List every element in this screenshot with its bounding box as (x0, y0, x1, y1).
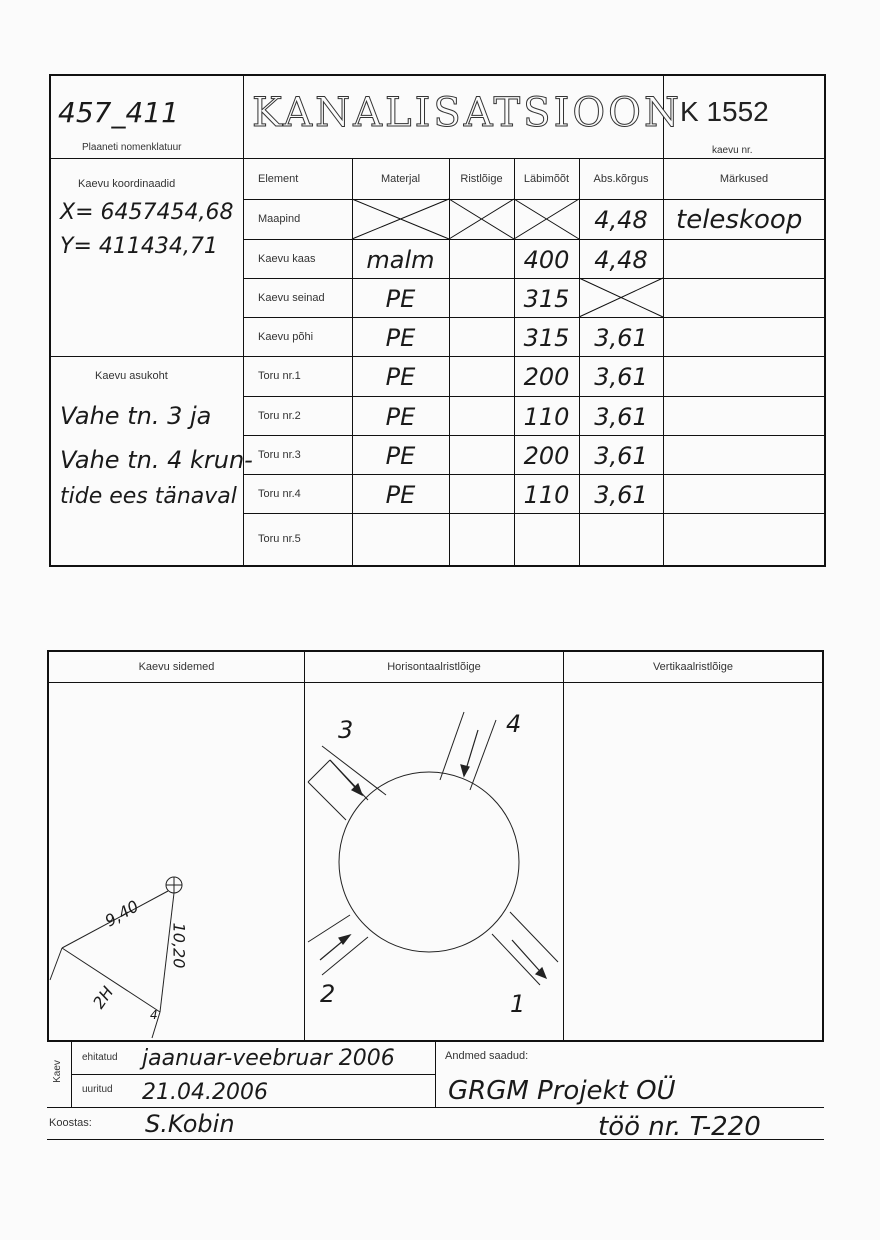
row-height: 3,61 (594, 480, 648, 509)
compiled-value: S.Kobin (145, 1110, 235, 1138)
tie-value-1: 9,40 (101, 896, 142, 931)
row-element: Toru nr.2 (258, 409, 301, 422)
col-header-diameter: Läbimõõt (523, 172, 570, 185)
row-height: 4,48 (594, 206, 648, 234)
well-number-label: kaevu nr. (712, 145, 753, 156)
row-diameter: 315 (523, 323, 570, 352)
data-source-value: GRGM Projekt OÜ (448, 1076, 676, 1106)
sheet-nomenclature: 457_411 (58, 96, 179, 129)
row-element: Toru nr.4 (258, 487, 301, 500)
location-line-1: Vahe tn. 3 ja (60, 402, 212, 430)
col-header-element: Element (258, 172, 299, 185)
row-element: Kaevu seinad (258, 291, 325, 304)
row-diameter: 110 (523, 480, 570, 509)
pipe-number-1: 1 (510, 990, 526, 1018)
job-number: töö nr. T-220 (598, 1112, 761, 1142)
tie-value-2: 10,20 (169, 922, 189, 969)
row-material: PE (385, 363, 416, 391)
pipe-number-4: 4 (506, 710, 522, 738)
well-number: K 1552 (680, 96, 769, 127)
vertical-section-label: Vertikaalristlõige (652, 661, 734, 673)
col-header-material: Materjal (380, 172, 421, 185)
row-material: PE (385, 441, 416, 470)
pipe-number-3: 3 (338, 716, 354, 744)
row-height: 3,61 (594, 402, 648, 431)
coordinate-x: X= 6457454,68 (60, 200, 234, 225)
row-element: Kaevu põhi (258, 330, 314, 343)
col-header-notes: Märkused (719, 172, 769, 185)
location-line-3: tide ees tänaval (60, 484, 237, 509)
surveyed-label: uuritud (82, 1084, 113, 1095)
location-label: Kaevu asukoht (95, 370, 168, 382)
flow-arrows (320, 730, 546, 978)
horizontal-section-label: Horisontaalristlõige (387, 661, 481, 673)
row-height: 3,61 (594, 441, 648, 470)
ties-sketch (50, 877, 182, 1038)
row-diameter: 400 (523, 245, 570, 274)
row-element: Kaevu kaas (258, 252, 316, 265)
row-element: Toru nr.3 (258, 448, 301, 461)
row-element: Toru nr.1 (258, 370, 301, 382)
built-value: jaanuar-veebruar 2006 (142, 1046, 395, 1071)
row-material: PE (385, 480, 416, 509)
row-element: Maapind (258, 213, 301, 225)
row-height: 4,48 (594, 245, 648, 274)
horizontal-section-sketch (308, 712, 558, 985)
row-diameter: 110 (523, 402, 570, 431)
data-source-label: Andmed saadud: (445, 1050, 529, 1062)
pipe-number-2: 2 (320, 980, 336, 1008)
row-material: PE (385, 323, 416, 352)
compiled-label: Koostas: (49, 1117, 92, 1129)
page-title: KANALISATSIOON (252, 90, 682, 136)
row-diameter: 200 (523, 363, 570, 391)
tie-value-3: 2H (88, 982, 118, 1013)
built-label: ehitatud (82, 1052, 118, 1063)
tie-value-4: 4 (150, 1008, 158, 1022)
row-material: PE (385, 402, 416, 431)
sheet-nomenclature-label: Plaaneti nomenklatuur (82, 142, 182, 153)
row-material: malm (366, 245, 435, 274)
row-height: 3,61 (594, 363, 648, 391)
row-diameter: 200 (523, 441, 570, 470)
col-header-height: Abs.kõrgus (593, 172, 649, 185)
row-diameter: 315 (523, 284, 570, 313)
coordinates-label: Kaevu koordinaadid (78, 178, 176, 190)
row-material: PE (385, 284, 416, 313)
side-label: Kaev (51, 1060, 63, 1083)
coordinate-y: Y= 411434,71 (60, 234, 218, 259)
ties-label: Kaevu sidemed (138, 661, 215, 673)
row-note: teleskoop (676, 205, 803, 235)
col-header-cross-section: Ristlõige (460, 172, 503, 185)
location-line-2: Vahe tn. 4 krun- (60, 446, 253, 474)
row-element: Toru nr.5 (258, 533, 301, 545)
surveyed-value: 21.04.2006 (142, 1080, 268, 1105)
row-height: 3,61 (594, 323, 648, 352)
